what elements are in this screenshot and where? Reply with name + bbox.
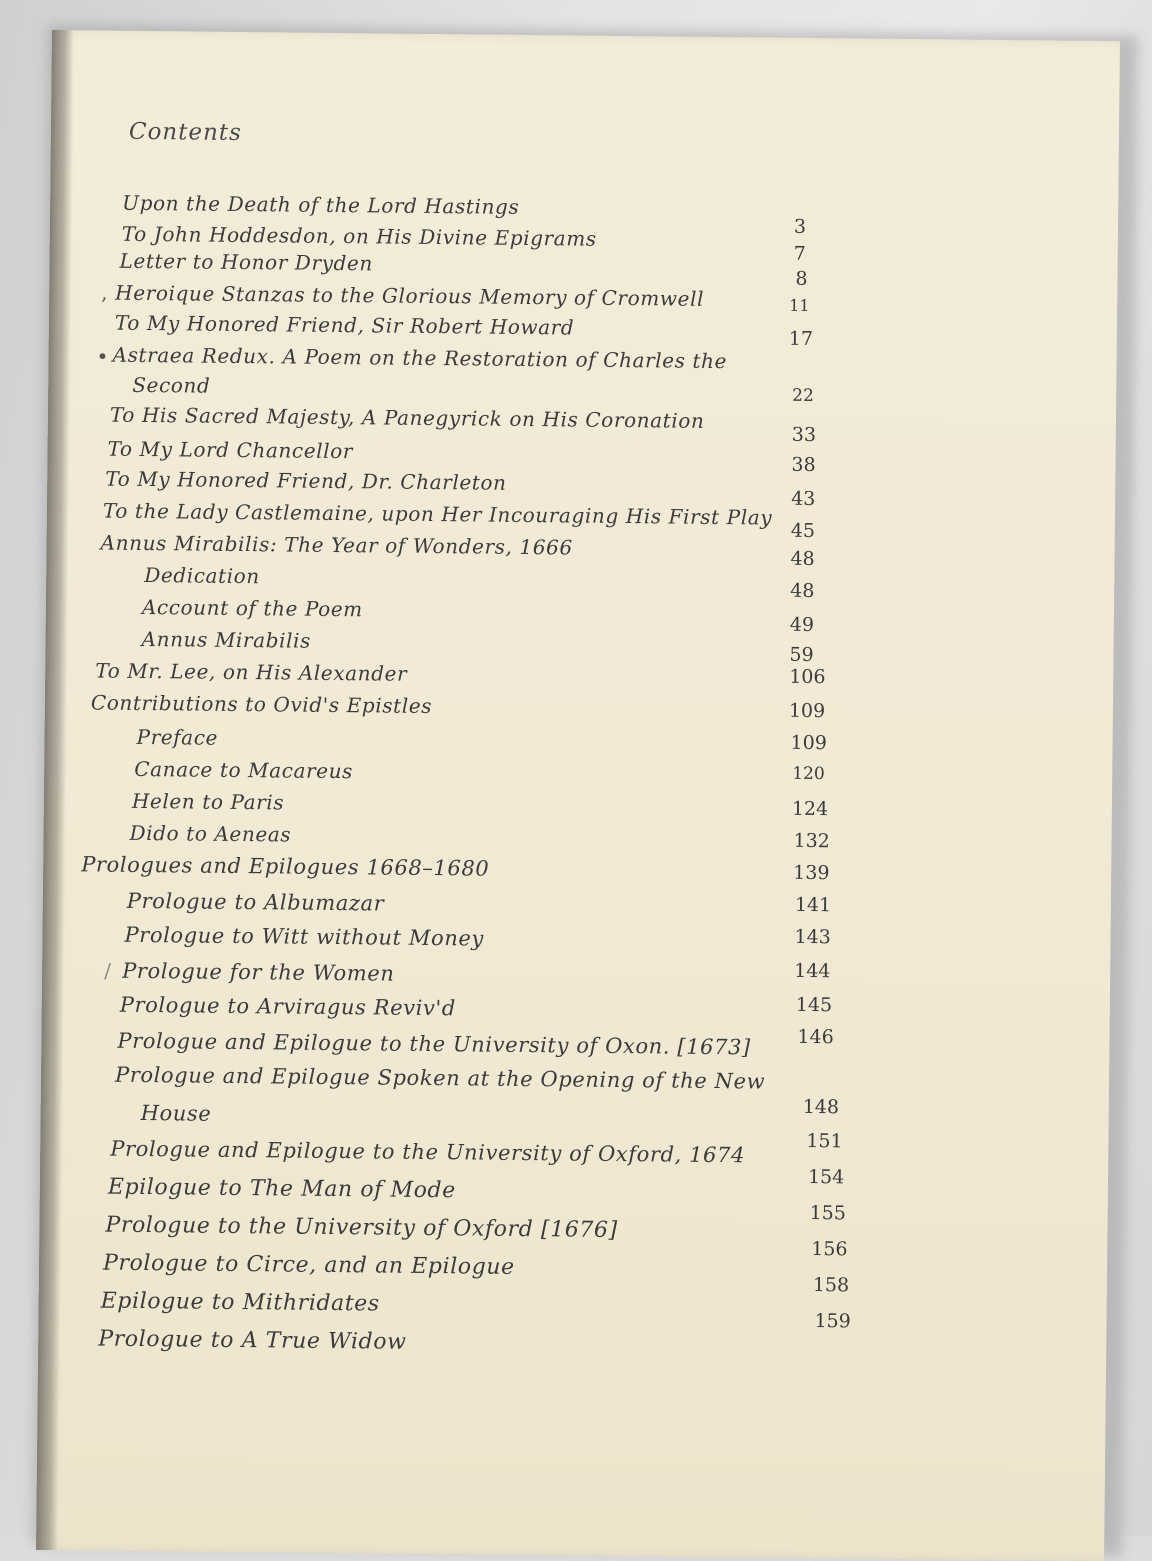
margin-mark: ,: [101, 280, 108, 305]
toc-entry-title: Prologue and Epilogue to the University of Oxon. [1673]: [117, 1028, 751, 1060]
toc-entry-title: Astraea Redux. A Poem on the Restoration of Charles the: [112, 342, 728, 374]
toc-entry-page: 49: [789, 613, 815, 637]
toc-entry-title-continued: House: [140, 1100, 212, 1126]
toc-entry-title: Prologue to A True Widow: [98, 1326, 407, 1355]
toc-entry-page: 144: [794, 959, 831, 983]
toc-entry-title: Annus Mirabilis: The Year of Wonders, 1666: [100, 530, 573, 560]
toc-entry-title: To My Lord Chancellor: [107, 436, 354, 464]
toc-entry-page: 106: [789, 665, 826, 689]
toc-entry-title: Prologue and Epilogue to the University of Oxford, 1674: [110, 1136, 746, 1168]
toc-entry-page: 33: [791, 423, 817, 447]
toc-entry-title: To My Honored Friend, Sir Robert Howard: [114, 310, 575, 340]
toc-entry-title: Canace to Macareus: [134, 756, 354, 784]
toc-entry-page: 132: [793, 829, 830, 853]
toc-entry-page: 43: [791, 487, 816, 511]
toc-entry: [38, 1310, 1106, 1369]
book-page: [36, 30, 1120, 1561]
toc-entry-page: 155: [809, 1201, 847, 1225]
toc-entry-page: 7: [793, 242, 806, 265]
toc-entry-page: 48: [790, 547, 815, 571]
toc-entry-page: 159: [814, 1310, 851, 1333]
toc-entry-page: 145: [795, 993, 833, 1017]
toc-entry-title: Account of the Poem: [141, 594, 363, 622]
toc-entry-page: 154: [807, 1165, 845, 1189]
toc-entry-title: Annus Mirabilis: [141, 626, 312, 653]
toc-entry-page: 143: [794, 925, 831, 949]
toc-entry-title: Prologues and Epilogues 1668–1680: [81, 852, 490, 881]
toc-entry-page: 38: [791, 453, 816, 477]
toc-entry-title: To the Lady Castlemaine, upon Her Incouraging His First Play: [102, 498, 773, 530]
toc-entry: [40, 1165, 1108, 1217]
toc-entry-title: Prologue to Albumazar: [126, 888, 385, 916]
toc-entry: [39, 1201, 1107, 1255]
toc-entry-page: 151: [806, 1129, 843, 1153]
toc-entry-title: Preface: [136, 724, 219, 750]
toc-entry-title: Dedication: [144, 562, 260, 589]
toc-entry-page: 109: [788, 699, 826, 723]
toc-entry-page: 3: [793, 215, 807, 238]
toc-entry-page: 59: [789, 643, 814, 667]
table-of-contents: [36, 30, 1120, 1561]
toc-entry-title: Letter to Honor Dryden: [119, 248, 374, 276]
toc-entry-page: 148: [802, 1095, 840, 1119]
toc-entry: [39, 1238, 1107, 1293]
toc-entry-page: 48: [790, 579, 815, 603]
toc-entry-title: Prologue to Circe, and an Epilogue: [102, 1250, 515, 1280]
toc-entry-title: Prologue to the University of Oxford [1676]: [105, 1212, 618, 1243]
toc-entry: [40, 1062, 1109, 1147]
toc-entry-page: 139: [793, 861, 830, 885]
toc-entry-title: To John Hoddesdon, on His Divine Epigrams: [121, 221, 597, 251]
toc-entry-page: 146: [797, 1025, 834, 1049]
toc-entry-title: Epilogue to The Man of Mode: [107, 1174, 456, 1204]
toc-entry-title: To Mr. Lee, on His Alexander: [95, 658, 408, 686]
toc-entry-title: Dido to Aeneas: [129, 820, 292, 847]
toc-entry-page: 22: [792, 385, 814, 406]
toc-entry-title-continued: Second: [132, 372, 211, 398]
toc-entry-title: To His Sacred Majesty, A Panegyrick on His Coronation: [109, 402, 705, 433]
toc-entry-title: Contributions to Ovid's Epistles: [90, 690, 433, 719]
toc-entry-page: 141: [794, 893, 832, 917]
toc-entry-page: 109: [790, 731, 827, 755]
toc-entry-page: 45: [790, 519, 816, 543]
toc-entry-page: 17: [788, 327, 814, 350]
contents-heading: Contents: [128, 118, 243, 146]
toc-entry-title: Heroique Stanzas to the Glorious Memory of Cromwell: [115, 280, 705, 311]
toc-entry-page: 120: [792, 763, 825, 785]
margin-mark: •: [96, 344, 109, 369]
toc-entry-title: Prologue to Arviragus Reviv'd: [119, 992, 456, 1021]
toc-entry: [38, 1274, 1106, 1331]
toc-entry-title: Prologue for the Women: [122, 958, 395, 986]
toc-entry-title: Prologue to Witt without Money: [124, 922, 485, 951]
toc-entry-title: Prologue and Epilogue Spoken at the Opening of the New: [114, 1062, 766, 1094]
toc-entry-title: To My Honored Friend, Dr. Charleton: [105, 466, 507, 495]
toc-entry-page: 156: [811, 1238, 848, 1261]
toc-entry-page: 8: [795, 267, 808, 290]
toc-entry-page: 158: [812, 1274, 850, 1297]
toc-entry-title: Helen to Paris: [131, 788, 285, 815]
toc-entry-page: 124: [791, 797, 829, 821]
toc-entry-page: 11: [789, 295, 810, 315]
margin-mark: /: [104, 958, 112, 983]
toc-entry-title: Epilogue to Mithridates: [100, 1288, 380, 1317]
toc-entry-title: Upon the Death of the Lord Hastings: [122, 190, 520, 219]
